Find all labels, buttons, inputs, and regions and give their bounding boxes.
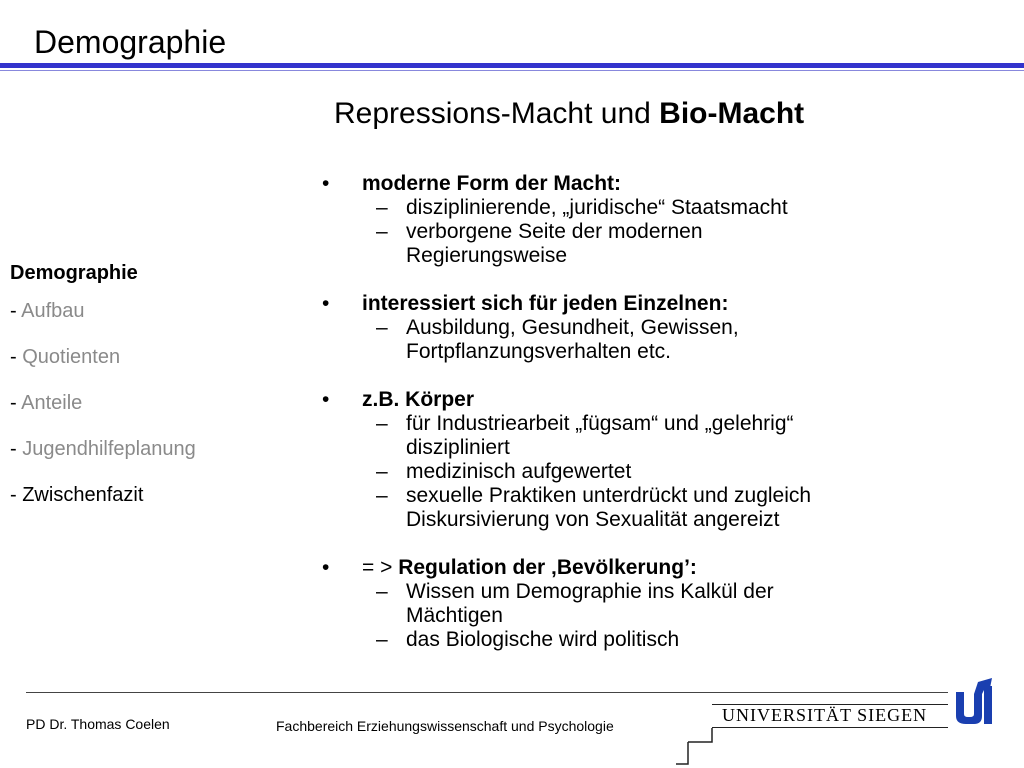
footer-department: Fachbereich Erziehungswissenschaft und Psychologie [276, 718, 614, 734]
dash-icon: – [376, 412, 388, 435]
slide-title [334, 96, 804, 132]
bullet-icon: • [322, 556, 330, 579]
bullet-item: • z.B. Körper [322, 388, 475, 411]
sub-item-continued: Diskursivierung von Sexualität angereizt [406, 508, 780, 531]
sidebar-item-label: Quotienten [22, 346, 121, 368]
dash-icon: – [376, 628, 388, 651]
university-name: UNIVERSITÄT SIEGEN [722, 705, 928, 725]
sub-item: – disziplinierende, „juridische“ Staatsmacht [376, 196, 788, 219]
slide-title-bold: Bio-Macht [659, 97, 805, 130]
sidebar-item-quotienten[interactable]: - Quotienten [10, 346, 121, 368]
dash-icon: – [376, 316, 388, 339]
dash-icon: – [376, 484, 388, 507]
university-deco-lines [676, 728, 716, 766]
sub-item: – medizinisch aufgewertet [376, 460, 632, 483]
footer-author: PD Dr. Thomas Coelen [26, 716, 170, 732]
bullet-icon: • [322, 172, 330, 195]
sidebar-item-aufbau[interactable]: - Aufbau [10, 300, 85, 322]
bullet-item: • interessiert sich für jeden Einzelnen: [322, 292, 729, 315]
sub-item: – für Industriearbeit „fügsam“ und „gelehrig“ [376, 412, 794, 435]
sub-item-continued: Fortpflanzungsverhalten etc. [406, 340, 671, 363]
sidebar-item-label: Zwischenfazit [22, 484, 144, 506]
university-logo-icon [944, 676, 1000, 726]
bullet-icon: • [322, 292, 330, 315]
sidebar-item-zwischenfazit[interactable]: - Zwischenfazit [10, 484, 144, 506]
bullet-item: • moderne Form der Macht: [322, 172, 622, 195]
arrow-prefix: = > [362, 556, 399, 579]
sidebar-item-label: Anteile [21, 392, 83, 414]
sub-item: – verborgene Seite der modernen [376, 220, 703, 243]
sub-item-continued: Regierungsweise [406, 244, 568, 267]
sidebar-item-label: Jugendhilfeplanung [22, 438, 196, 460]
dash-icon: – [376, 196, 388, 219]
content-body [318, 172, 938, 652]
sub-item: – Wissen um Demographie ins Kalkül der [376, 580, 774, 603]
sub-item-continued: Mächtigen [406, 604, 503, 627]
sidebar-heading: Demographie [10, 262, 138, 284]
footer-rule [26, 692, 948, 693]
sub-item: – das Biologische wird politisch [376, 628, 680, 651]
sub-item: – Ausbildung, Gesundheit, Gewissen, [376, 316, 739, 339]
dash-icon: – [376, 580, 388, 603]
sub-item: – sexuelle Praktiken unterdrückt und zugleich [376, 484, 812, 507]
header-title: Demographie [34, 24, 227, 60]
sidebar-item-label: Aufbau [21, 300, 85, 322]
sidebar-item-anteile[interactable]: - Anteile [10, 392, 83, 414]
sidebar-nav [10, 258, 196, 518]
bullet-item: • = > Regulation der ‚Bevölkerung’: [322, 556, 697, 579]
sub-item-continued: diszipliniert [406, 436, 510, 459]
dash-icon: – [376, 220, 388, 243]
header-rule [0, 63, 1024, 68]
bullet-icon: • [322, 388, 330, 411]
sidebar-item-jugendhilfeplanung[interactable]: - Jugendhilfeplanung [10, 438, 196, 460]
slide-title-regular: Repressions-Macht und [334, 97, 660, 130]
dash-icon: – [376, 460, 388, 483]
header-rule-thin [0, 70, 1024, 71]
